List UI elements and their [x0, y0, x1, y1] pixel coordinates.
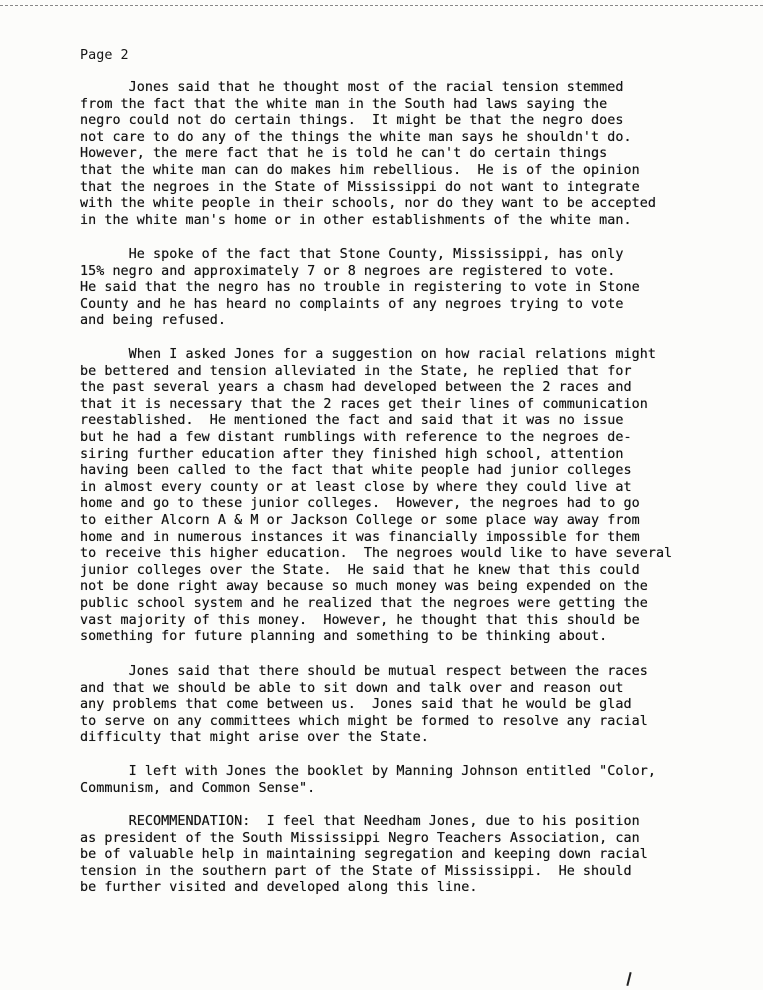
page-edge-rule	[0, 5, 763, 6]
paragraph-racial-tension: Jones said that he thought most of the racial tension stemmed from the fact that the white man in the South had laws saying the negro could not do certain things. It might be that the negro does not care to do any of the things the white man says he shouldn't do. However, the mere fact that he is told he can't do certain things that the white man can do makes him rebellious. He is of the opinion that the negroes in the State of Mississippi do not want to integrate with the white people in their schools, nor do they want to be accepted in the white man's home or in other establishments of the white man.	[80, 80, 656, 228]
paragraph-stone-county: He spoke of the fact that Stone County, Mississippi, has only 15% negro and approximately 7 or 8 negroes are registered to vote. He said that the negro has no trouble in registering to vote in Stone County and he has heard no complaints of any negroes trying to vote and being refused.	[80, 247, 640, 329]
paragraph-suggestion: When I asked Jones for a suggestion on how racial relations might be bettered and tension alleviated in the State, he replied that for the past several years a chasm had developed between the 2 races and that it is necessary that the 2 races get their lines of communication reestablished. He mentioned the fact and said that it was no issue but he had a few distant rumblings with reference to the negroes de- siring further education after they finished high school, attention having been called to the fact that white people had junior colleges in almost every county or at least close by where they could live at home and go to these junior colleges. However, the negroes had to go to either Alcorn A & M or Jackson College or some place way away from home and in numerous instances it was financially impossible for them to receive this higher education. The negroes would like to have several junior colleges over the State. He said that he knew that this could not be done right away because so much money was being expended on the public school system and he realized that the negroes were getting the vast majority of this money. However, he thought that this should be something for future planning and something to be thinking about.	[80, 347, 673, 645]
paragraph-mutual-respect: Jones said that there should be mutual respect between the races and that we should be able to sit down and talk over and reason out any problems that come between us. Jones said that he would be glad to serve on any committees which might be formed to resolve any racial difficulty that might arise over the State.	[80, 664, 648, 746]
page-number-label: Page 2	[80, 48, 129, 63]
paragraph-recommendation: RECOMMENDATION: I feel that Needham Jones, due to his position as president of the South Mississippi Negro Teachers Association, can be of valuable help in maintaining segregation and keeping down racial tension in the southern part of the State of Mississippi. He should be further visited and developed along this line.	[80, 814, 648, 896]
pen-mark	[626, 972, 631, 986]
paragraph-booklet: I left with Jones the booklet by Manning Johnson entitled "Color, Communism, and Common Sense".	[80, 764, 656, 796]
